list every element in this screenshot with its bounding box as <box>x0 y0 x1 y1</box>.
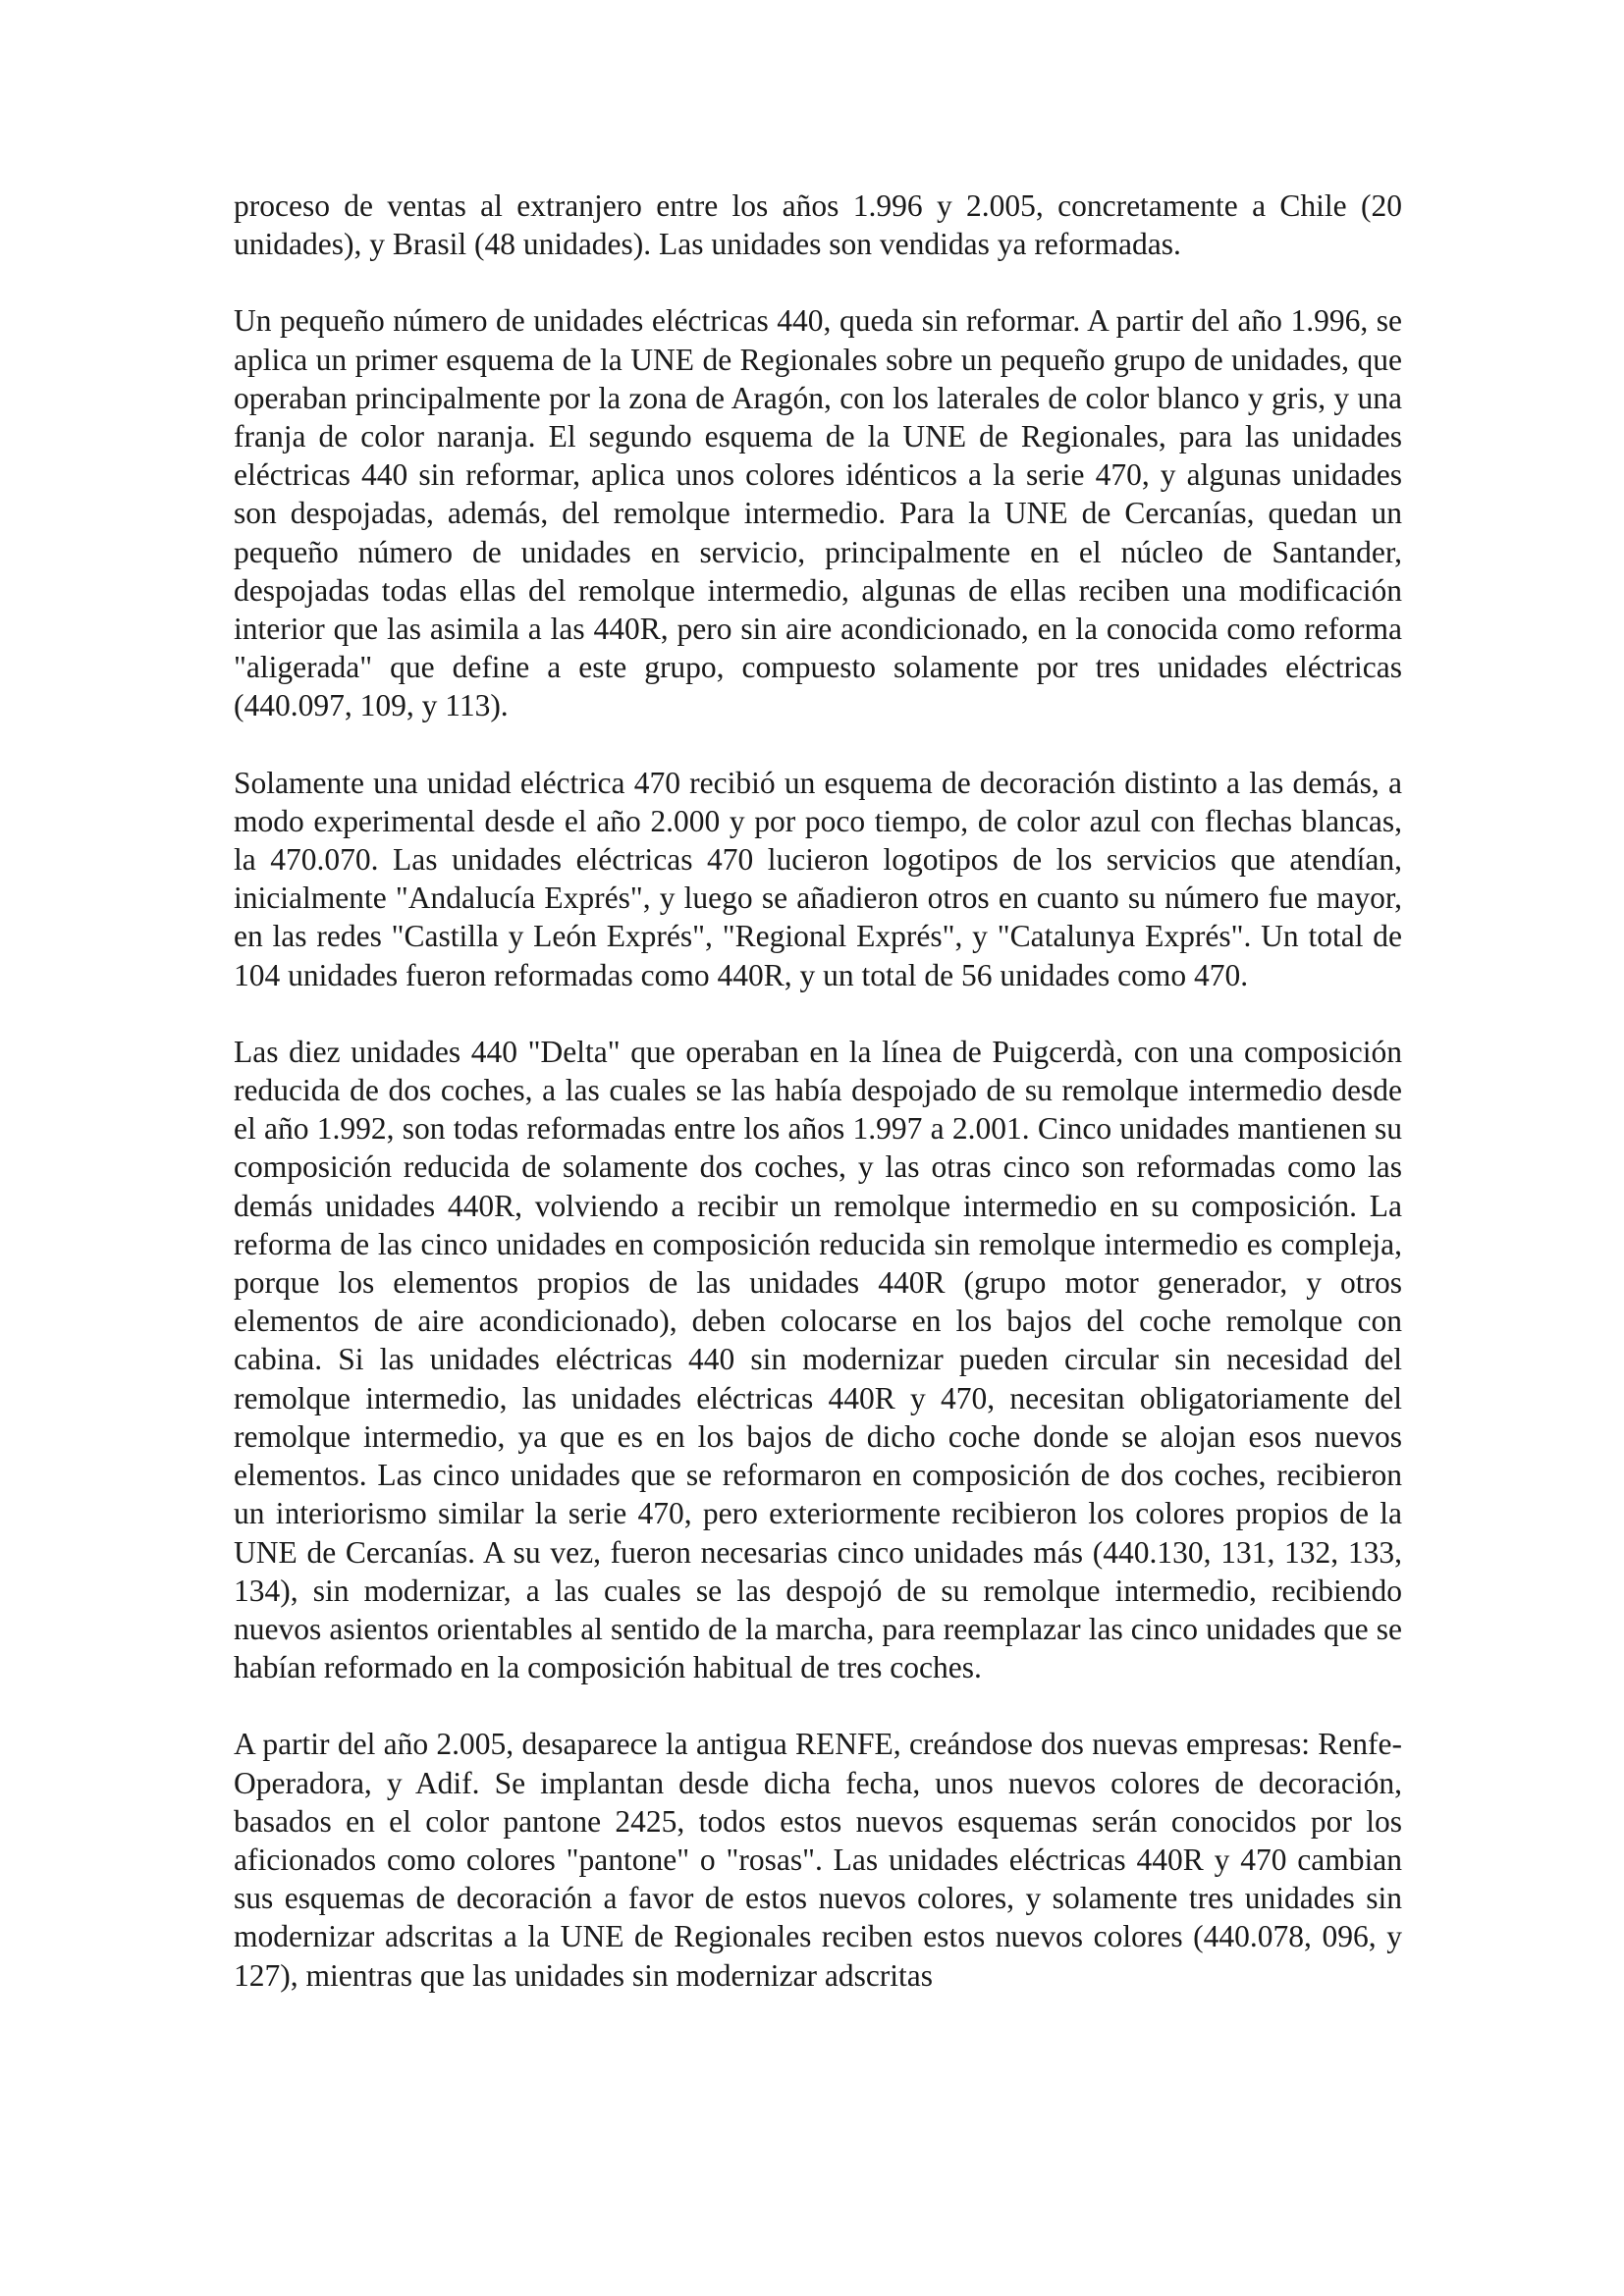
paragraph-1: proceso de ventas al extranjero entre los años 1.996 y 2.005, concretamente a Chile (20 unidades), y Brasil (48 unidades). Las unidades son vendidas ya reformadas. <box>234 188 1402 262</box>
paragraph-5: A partir del año 2.005, desaparece la antigua RENFE, creándose dos nuevas empresas: Renfe-Operadora, y Adif. Se implantan desde dicha fecha, unos nuevos colores de decoración, basados en el color pantone 2425, todos estos nuevos esquemas serán conocidos por los aficionados como colores "pantone" o "rosas". Las unidades eléctricas 440R y 470 cambian sus esquemas de decoración a favor de estos nuevos colores, y solamente tres unidades sin modernizar adscritas a la UNE de Regionales reciben estos nuevos colores (440.078, 096, y 127), mientras que las unidades sin modernizar adscritas <box>234 1727 1402 1993</box>
paragraph-3: Solamente una unidad eléctrica 470 recibió un esquema de decoración distinto a las demás, a modo experimental desde el año 2.000 y por poco tiempo, de color azul con flechas blancas, la 470.070. Las unidades eléctricas 470 lucieron logotipos de los servicios que atendían, inicialmente "Andalucía Exprés", y luego se añadieron otros en cuanto su número fue mayor, en las redes "Castilla y León Exprés", "Regional Exprés", y "Catalunya Exprés". Un total de 104 unidades fueron reformadas como 440R, y un total de 56 unidades como 470. <box>234 765 1402 992</box>
document-page <box>234 187 1402 1995</box>
paragraph-2: Un pequeño número de unidades eléctricas 440, queda sin reformar. A partir del año 1.996, se aplica un primer esquema de la UNE de Regionales sobre un pequeño grupo de unidades, que operaban principalmente por la zona de Aragón, con los laterales de color blanco y gris, y una franja de color naranja. El segundo esquema de la UNE de Regionales, para las unidades eléctricas 440 sin reformar, aplica unos colores idénticos a la serie 470, y algunas unidades son despojadas, además, del remolque intermedio. Para la UNE de Cercanías, quedan un pequeño número de unidades en servicio, principalmente en el núcleo de Santander, despojadas todas ellas del remolque intermedio, algunas de ellas reciben una modificación interior que las asimila a las 440R, pero sin aire acondicionado, en la conocida como reforma "aligerada" que define a este grupo, compuesto solamente por tres unidades eléctricas (440.097, 109, y 113). <box>234 303 1402 723</box>
paragraph-4: Las diez unidades 440 "Delta" que operaban en la línea de Puigcerdà, con una composición reducida de dos coches, a las cuales se las había despojado de su remolque intermedio desde el año 1.992, son todas reformadas entre los años 1.997 a 2.001. Cinco unidades mantienen su composición reducida de solamente dos coches, y las otras cinco son reformadas como las demás unidades 440R, volviendo a recibir un remolque intermedio en su composición. La reforma de las cinco unidades en composición reducida sin remolque intermedio es compleja, porque los elementos propios de las unidades 440R (grupo motor generador, y otros elementos de aire acondicionado), deben colocarse en los bajos del coche remolque con cabina. Si las unidades eléctricas 440 sin modernizar pueden circular sin necesidad del remolque intermedio, las unidades eléctricas 440R y 470, necesitan obligatoriamente del remolque intermedio, ya que es en los bajos de dicho coche donde se alojan esos nuevos elementos. Las cinco unidades que se reformaron en composición de dos coches, recibieron un interiorismo similar la serie 470, pero exteriormente recibieron los colores propios de la UNE de Cercanías. A su vez, fueron necesarias cinco unidades más (440.130, 131, 132, 133, 134), sin modernizar, a las cuales se las despojó de su remolque intermedio, recibiendo nuevos asientos orientables al sentido de la marcha, para reemplazar las cinco unidades que se habían reformado en la composición habitual de tres coches. <box>234 1034 1402 1685</box>
